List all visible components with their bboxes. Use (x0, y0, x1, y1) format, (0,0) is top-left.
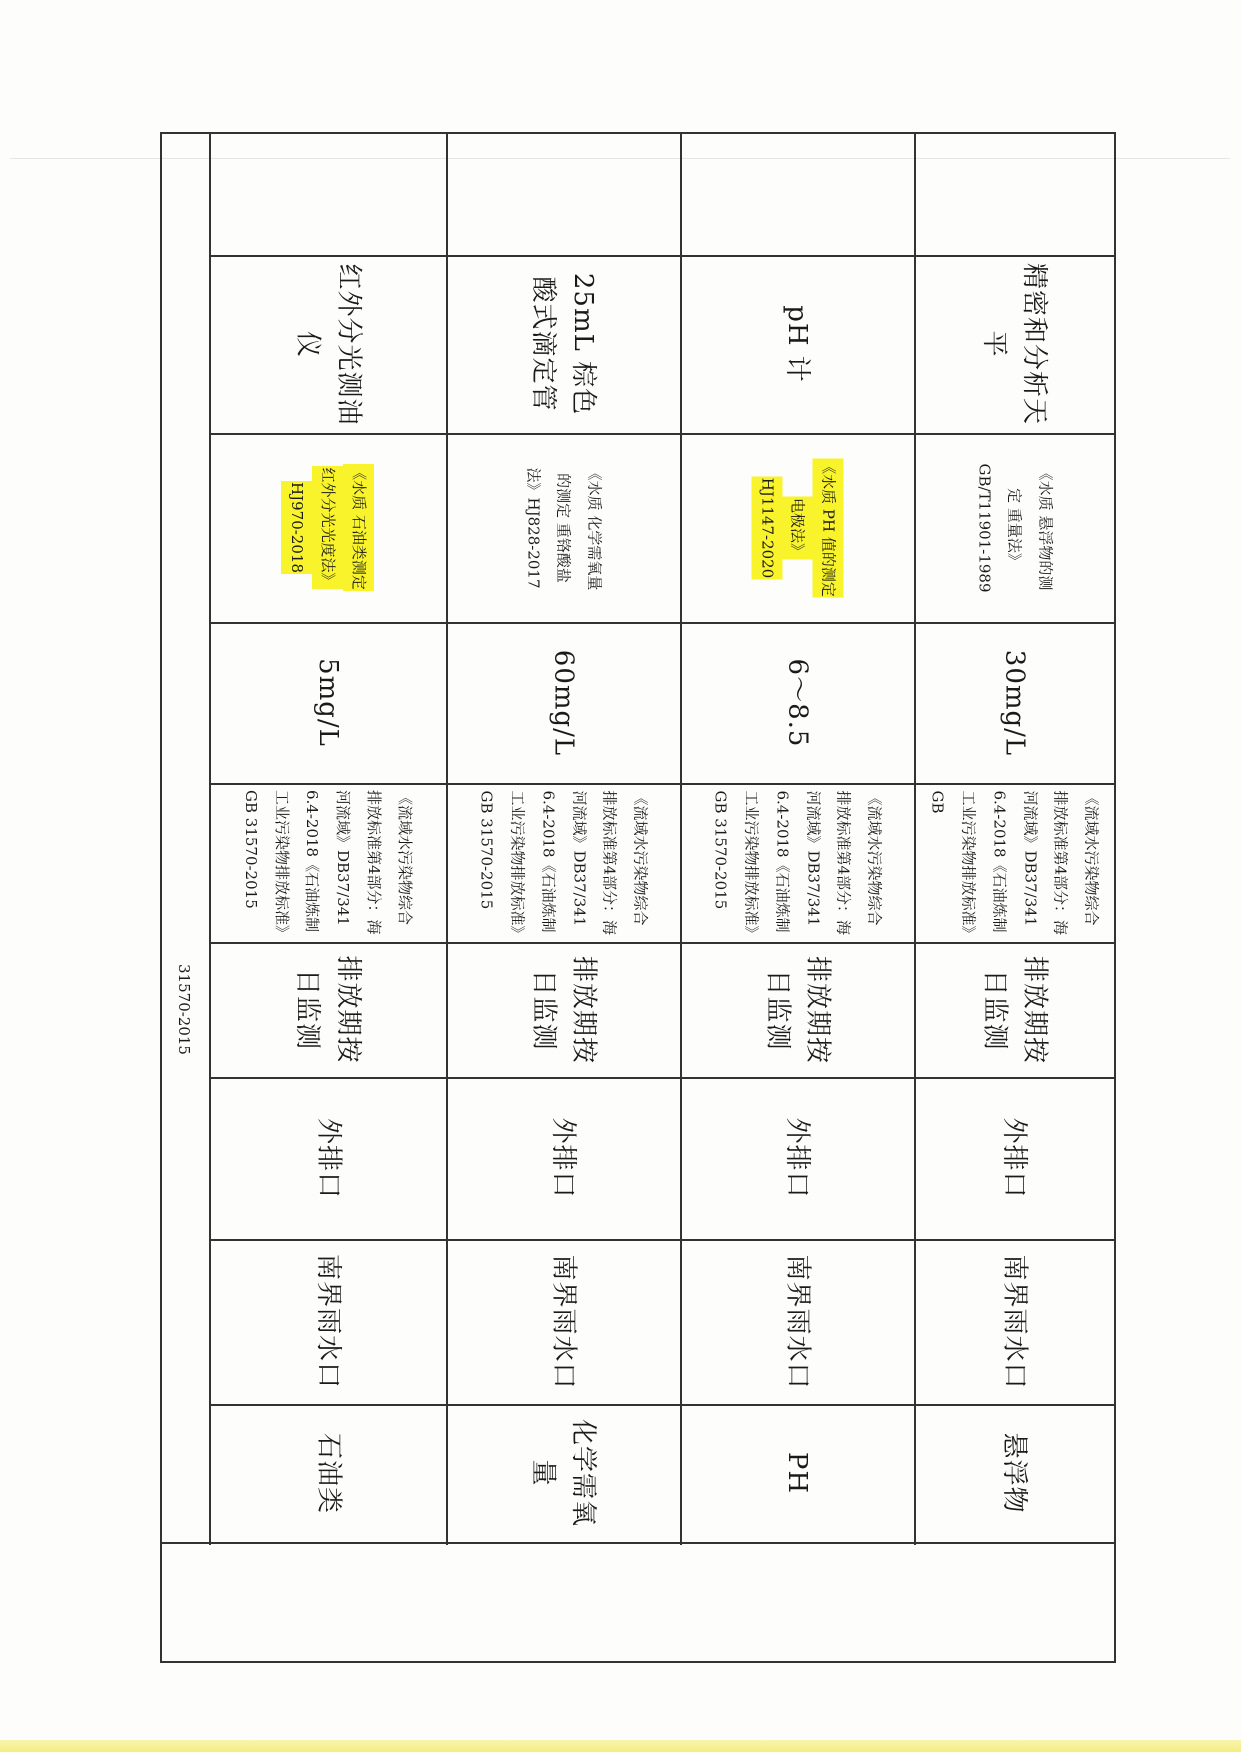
method-line: HJ1147-2020 (751, 476, 782, 579)
standard-cell (446, 783, 680, 942)
outlet-name: 外排口 (312, 1117, 343, 1199)
table-border-bottom (160, 1661, 1114, 1663)
method-line: 红外分光光度法》 (312, 466, 343, 588)
limit-value: 5mg/L (312, 658, 343, 747)
item-cell (446, 1404, 680, 1542)
standard-cell (209, 783, 446, 942)
method-cell (680, 433, 914, 622)
monitoring-frequency: 排放期按日监测 (292, 955, 363, 1064)
monitoring-frequency: 排放期按日监测 (762, 955, 833, 1064)
item-name: 化学需氧量 (528, 1418, 599, 1527)
limit-cell (446, 622, 680, 783)
blank-cell (209, 132, 446, 255)
instrument-name: 25mL 棕色酸式滴定管 (528, 272, 599, 416)
scanner-edge-band (0, 1740, 1241, 1752)
method-line: 的测定 重铬酸盐 (554, 472, 573, 583)
instrument-cell (446, 255, 680, 433)
item-name: PH (782, 1451, 813, 1495)
item-name: 悬浮物 (999, 1432, 1030, 1514)
standard-reference: 《流域水污染物综合排放标准第4部分：海河流域》DB37/3416.4-2018《石油炼制工业污染物排放标准》GB (928, 790, 1101, 935)
location-cell (680, 1239, 914, 1404)
frequency-cell (209, 942, 446, 1077)
method-line: 定 重量法》 (1005, 487, 1024, 568)
location-cell (209, 1239, 446, 1404)
instrument-name: pH 计 (782, 305, 813, 383)
outlet-cell (680, 1077, 914, 1239)
instrument-name: 红外分光测油仪 (292, 262, 363, 425)
outlet-cell (446, 1077, 680, 1239)
table-border-right (1114, 132, 1116, 1663)
outlet-name: 外排口 (999, 1117, 1030, 1199)
method-line: 《水质 PH 值的测定 (812, 458, 843, 598)
column-divider (160, 1542, 1114, 1544)
method-cell (914, 433, 1114, 622)
location-name: 南界雨水口 (548, 1253, 579, 1389)
instrument-name: 精密和分析天平 (979, 262, 1050, 425)
frequency-cell (680, 942, 914, 1077)
limit-cell (680, 622, 914, 783)
blank-cell (914, 132, 1114, 255)
outlet-cell (209, 1077, 446, 1239)
limit-cell (914, 622, 1114, 783)
standard-continuation: 31570-2015 (175, 964, 194, 1055)
frequency-cell (446, 942, 680, 1077)
monitoring-frequency: 排放期按日监测 (979, 955, 1050, 1064)
frequency-cell (914, 942, 1114, 1077)
item-cell (914, 1404, 1114, 1542)
blank-cell (680, 132, 914, 255)
instrument-cell (914, 255, 1114, 433)
limit-value: 60mg/L (548, 649, 579, 756)
method-cell (446, 433, 680, 622)
outlet-name: 外排口 (782, 1117, 813, 1199)
method-line: 《水质 化学需氧量 (585, 465, 604, 590)
method-line: 法》HJ828-2017 (523, 467, 542, 588)
location-cell (914, 1239, 1114, 1404)
location-name: 南界雨水口 (999, 1253, 1030, 1389)
limit-value: 6～8.5 (782, 658, 813, 747)
blank-cell (446, 132, 680, 255)
standard-reference: 《流域水污染物综合排放标准第4部分：海河流域》DB37/3416.4-2018《石油炼制工业污染物排放标准》GB 31570-2015 (477, 790, 650, 935)
instrument-cell (209, 255, 446, 433)
monitoring-frequency: 排放期按日监测 (528, 955, 599, 1064)
standard-cell (914, 783, 1114, 942)
method-line: 《水质 悬浮物的测 (1036, 465, 1055, 590)
item-cell (680, 1404, 914, 1542)
item-cell (209, 1404, 446, 1542)
standard-cell (680, 783, 914, 942)
standard-reference: 《流域水污染物综合排放标准第4部分：海河流域》DB37/3416.4-2018《石油炼制工业污染物排放标准》GB 31570-2015 (711, 790, 884, 935)
location-name: 南界雨水口 (782, 1253, 813, 1389)
item-name: 石油类 (312, 1432, 343, 1514)
table-border-left (160, 132, 162, 1661)
outlet-cell (914, 1077, 1114, 1239)
outlet-name: 外排口 (548, 1117, 579, 1199)
limit-value: 30mg/L (999, 649, 1030, 756)
location-name: 南界雨水口 (312, 1253, 343, 1389)
instrument-cell (680, 255, 914, 433)
continuation-text (160, 942, 209, 1077)
limit-cell (209, 622, 446, 783)
method-cell (209, 433, 446, 622)
standard-reference: 《流域水污染物综合排放标准第4部分：海河流域》DB37/3416.4-2018《石油炼制工业污染物排放标准》GB 31570-2015 (242, 790, 414, 935)
location-cell (446, 1239, 680, 1404)
method-line: 《水质 石油类测定 (343, 464, 374, 591)
method-line: GB/T11901-1989 (974, 462, 993, 593)
method-line: 电极法》 (782, 496, 813, 558)
method-line: HJ970-2018 (281, 481, 312, 574)
